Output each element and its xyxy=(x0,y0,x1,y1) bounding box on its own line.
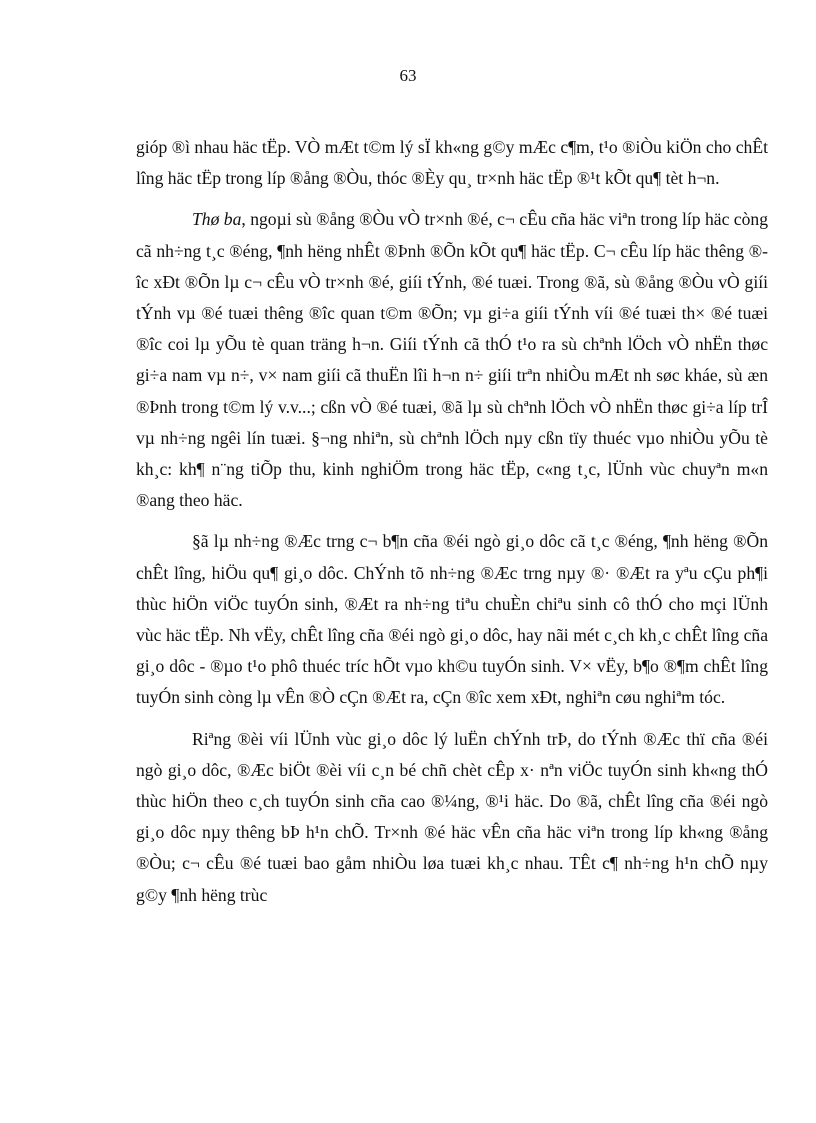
body-text xyxy=(136,132,768,921)
paragraph-2-text: , ngoµi sù ®ång ®Òu vÒ tr×nh ®é, c¬ cÊu cña häc viªn trong líp häc còng cã nh÷ng t¸c ®éng, ¶nh hëng nhÊt ®Þnh ®Õn kÕt qu¶ häc tËp. C¬ cÊu líp häc thêng ®îc xÐt ®Õn lµ c¬ cÊu vÒ tr×nh ®é, giíi tÝnh, ®é tuæi. Trong ®ã, sù ®ång ®Òu vÒ giíi tÝnh vµ ®é tuæi thêng ®îc quan t©m ®Õn; vµ gi÷a giíi tÝnh víi ®é tuæi th× ®é tuæi ®îc coi lµ yÕu tè quan träng h¬n. Giíi tÝnh cã thÓ t¹o ra sù chªnh lÖch vÒ nhËn thøc gi÷a nam vµ n÷, v× nam giíi cã thuËn lîi h¬n n÷ giíi trªn nhiÒu mÆt nh søc kháe, sù æn ®Þnh trong t©m lý v.v...; cßn vÒ ®é tuæi, ®ã lµ sù chªnh lÖch vÒ nhËn thøc gi÷a líp trÎ vµ nh÷ng ngêi lín tuæi. §¬ng nhiªn, sù chªnh lÖch nµy cßn tïy thuéc vµo nhiÒu yÕu tè kh¸c: kh¶ n¨ng tiÕp thu, kinh nghiÖm trong häc tËp, c«ng t¸c, lÜnh vùc chuyªn m«n ®ang theo häc. xyxy=(136,209,768,511)
paragraph-3: §ã lµ nh÷ng ®Æc trng c¬ b¶n cña ®éi ngò gi¸o dôc cã t¸c ®éng, ¶nh hëng ®Õn chÊt lîng, hiÖu qu¶ gi¸o dôc. ChÝnh tõ nh÷ng ®Æc trng nµy ®· ®Æt ra yªu cÇu ph¶i thùc hiÖn viÖc tuyÓn sinh, ®Æt ra nh÷ng tiªu chuÈn chiªu sinh cô thÓ cho mçi lÜnh vùc häc tËp. Nh vËy, chÊt lîng cña ®éi ngò gi¸o dôc, hay nãi mét c¸ch kh¸c chÊt lîng cña gi¸o dôc - ®µo t¹o phô thuéc tríc hÕt vµo kh©u tuyÓn sinh. V× vËy, b¶o ®¶m chÊt lîng tuyÓn sinh còng lµ vÊn ®Ò cÇn ®Æt ra, cÇn ®îc xem xÐt, nghiªn cøu nghiªm tóc. xyxy=(136,531,768,708)
paragraph-2 xyxy=(136,204,768,516)
paragraph-4: Riªng ®èi víi lÜnh vùc gi¸o dôc lý luËn chÝnh trÞ, do tÝnh ®Æc thï cña ®éi ngò gi¸o dôc, ®Æc biÖt ®èi víi c¸n bé chñ chèt cÊp x· nªn viÖc tuyÓn sinh kh«ng thÓ thùc hiÖn theo c¸ch tuyÓn sinh cña cao ®¼ng, ®¹i häc. Do ®ã, chÊt lîng cña ®éi ngò gi¸o dôc nµy thêng bÞ h¹n chÕ. Tr×nh ®é häc vÊn cña häc viªn trong líp kh«ng ®ång ®Òu; c¬ cÊu ®é tuæi bao gåm nhiÒu løa tuæi kh¸c nhau. TÊt c¶ nh÷ng h¹n chÕ nµy g©y ¶nh hëng trùc xyxy=(136,728,768,905)
page-number: 63 xyxy=(399,66,417,85)
paragraph-2-lead: Thø ba xyxy=(192,209,242,230)
paragraph-1: gióp ®ì nhau häc tËp. VÒ mÆt t©m lý sÏ kh«ng g©y mÆc c¶m, t¹o ®iÒu kiÖn cho chÊt lîng häc tËp trong líp ®ång ®Òu, thóc ®Èy qu¸ tr×nh häc tËp ®¹t kÕt qu¶ tèt h¬n. xyxy=(136,137,768,189)
